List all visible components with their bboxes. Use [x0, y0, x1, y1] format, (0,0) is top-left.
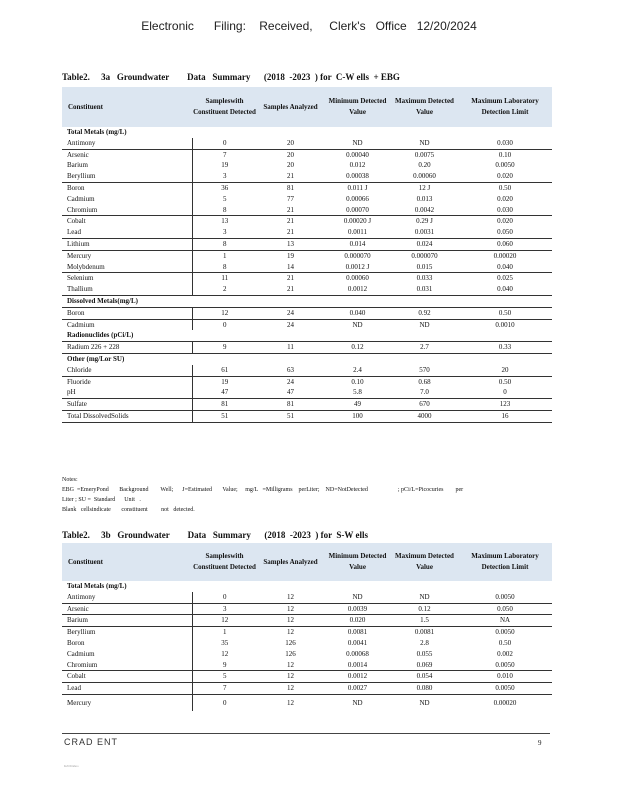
cell-min: 0.040 [324, 307, 391, 319]
cell-detected: 3 [223, 172, 227, 181]
notes-line: Blank cellsindicate constituent not detected. [62, 507, 195, 513]
cell-detected: 5 [192, 671, 257, 683]
cell-min: 5.8 [353, 388, 362, 397]
page-number: 9 [538, 739, 542, 747]
cell-detected: 12 [192, 307, 257, 319]
table-3b-header-row [62, 543, 552, 581]
cell-analyzed: 12 [257, 694, 324, 711]
cell-constituent: Radium 226 + 228 [62, 342, 192, 354]
cell-limit: 0 [503, 388, 507, 397]
cell-min: 0.00070 [346, 205, 369, 214]
cell-min: 0.00068 [346, 649, 369, 658]
cell-constituent: Mercury [62, 250, 192, 261]
cell-min: 49 [324, 399, 391, 411]
cell-analyzed: 12 [257, 615, 324, 627]
cell-min: 0.0027 [324, 683, 391, 695]
group-label: Total Metals (mg/L) [67, 128, 127, 136]
cell-constituent: Mercury [62, 694, 192, 711]
cell-limit: 0.050 [458, 603, 552, 615]
cell-analyzed: 20 [257, 149, 324, 160]
cell-limit: 0.010 [458, 671, 552, 683]
cell-detected: 1 [192, 250, 257, 261]
cell-detected: 5 [223, 194, 227, 203]
cell-min: 0.020 [324, 615, 391, 627]
cell-limit: 0.002 [497, 649, 513, 658]
table-row [62, 149, 552, 160]
cell-max: 0.0075 [391, 149, 458, 160]
cell-limit: 0.0050 [495, 161, 515, 170]
table-row [62, 638, 552, 649]
cell-analyzed: 21 [257, 273, 324, 284]
col-analyzed: Samples Analyzed [257, 543, 324, 581]
table-row [62, 182, 552, 193]
cell-max: 0.033 [391, 273, 458, 284]
cell-analyzed: 19 [257, 250, 324, 261]
cell-analyzed: 126 [285, 638, 296, 647]
cell-limit: 0.0050 [458, 627, 552, 638]
cell-max: 0.0081 [391, 627, 458, 638]
cell-min: 0.00066 [346, 194, 369, 203]
table-row [62, 342, 552, 354]
table-row [62, 216, 552, 227]
cell-limit: 0.0050 [495, 660, 515, 669]
cell-constituent: Chromium [62, 205, 192, 216]
cell-constituent: Lithium [62, 238, 192, 250]
cell-analyzed: 81 [257, 182, 324, 193]
cell-limit: 0.50 [458, 182, 552, 193]
table-row [62, 683, 552, 695]
cell-max: 0.013 [416, 194, 433, 203]
cell-max: ND [419, 138, 430, 147]
cell-analyzed: 24 [257, 376, 324, 387]
cell-analyzed: 21 [287, 285, 294, 294]
table-row [62, 592, 552, 603]
cell-detected: 51 [192, 410, 257, 422]
cell-min: 0.00038 [346, 172, 369, 181]
group-row [62, 127, 552, 138]
cell-analyzed: 14 [287, 262, 294, 271]
cell-min: 0.000070 [324, 250, 391, 261]
cell-analyzed: 12 [257, 627, 324, 638]
table-row [62, 205, 552, 216]
cell-constituent: Barium [62, 615, 192, 627]
col-min: Minimum Detected Value [324, 543, 391, 581]
cell-detected: 7 [192, 149, 257, 160]
cell-min: ND [324, 319, 391, 330]
cell-limit: NA [458, 615, 552, 627]
cell-constituent: Cadmium [62, 194, 192, 205]
cell-constituent: Boron [62, 638, 192, 649]
table-row [62, 284, 552, 295]
cell-max: 2.7 [391, 342, 458, 354]
cell-min: 0.0011 [348, 228, 367, 237]
cell-max: 0.68 [391, 376, 458, 387]
cell-analyzed: 12 [287, 660, 294, 669]
cell-detected: 7 [192, 683, 257, 695]
cell-max: 4000 [391, 410, 458, 422]
cell-max: 0.20 [418, 161, 431, 170]
cell-limit: 0.060 [458, 238, 552, 250]
cell-limit: 0.00020 [458, 250, 552, 261]
cell-detected: 0 [223, 592, 227, 601]
cell-limit: 123 [458, 399, 552, 411]
cell-limit: 0.0010 [458, 319, 552, 330]
cell-detected: 19 [221, 161, 229, 170]
cell-limit: 0.10 [458, 149, 552, 160]
group-label: Radionuclides (pCi/L) [67, 331, 134, 340]
table-row [62, 194, 552, 205]
notes [62, 475, 552, 515]
cell-limit: 0.030 [497, 205, 513, 214]
cell-min: ND [352, 592, 363, 601]
cell-min: 0.0039 [324, 603, 391, 615]
cell-limit: 0.030 [497, 138, 513, 147]
cell-max: 0.015 [416, 262, 433, 271]
cell-limit: 0.020 [458, 216, 552, 227]
cell-constituent: Cobalt [62, 671, 192, 683]
cell-min: 0.0041 [347, 638, 368, 647]
cell-constituent: Chloride [62, 365, 192, 376]
col-constituent: Constituent [62, 87, 192, 127]
cell-limit: 0.0050 [495, 592, 515, 601]
cell-limit: 0.025 [458, 273, 552, 284]
cell-constituent: Total DissolvedSolids [62, 410, 192, 422]
cell-analyzed: 21 [287, 205, 294, 214]
cell-detected: 12 [192, 615, 257, 627]
cell-detected: 3 [192, 603, 257, 615]
cell-detected: 9 [192, 342, 257, 354]
cell-analyzed: 20 [287, 161, 294, 170]
cell-limit: 0.50 [458, 307, 552, 319]
col-analyzed: Samples Analyzed [257, 87, 324, 127]
cell-constituent: Cadmium [62, 319, 192, 330]
cell-limit: 0.00020 [458, 694, 552, 711]
cell-detected: 8 [192, 238, 257, 250]
group-row [62, 330, 552, 341]
col-limit: Maximum Laboratory Detection Limit [458, 87, 552, 127]
col-limit: Maximum Laboratory Detection Limit [458, 543, 552, 581]
notes-line: EBG =EmeryPond Background Well; J=Estimated Value; mg/L =Milligrams perLiter; ND=NotDetected ; pCi/L=Picocuries per [62, 487, 464, 493]
cell-constituent: Boron [62, 182, 192, 193]
cell-min: 0.12 [324, 342, 391, 354]
cell-constituent: Cadmium [62, 649, 192, 660]
cell-min: 0.0012 [324, 671, 391, 683]
group-label: Total Metals (mg/L) [67, 582, 127, 590]
cell-min: 0.0081 [324, 627, 391, 638]
table-row [62, 603, 552, 615]
cell-constituent: Arsenic [62, 149, 192, 160]
cell-analyzed: 12 [257, 683, 324, 695]
cell-analyzed: 51 [257, 410, 324, 422]
cell-detected: 1 [192, 627, 257, 638]
cell-detected: 36 [192, 182, 257, 193]
cell-detected: 0 [192, 319, 257, 330]
cell-max: ND [419, 592, 430, 601]
cell-analyzed: 12 [287, 592, 294, 601]
cell-min: 0.0014 [347, 660, 368, 669]
cell-detected: 61 [221, 365, 229, 374]
cell-detected: 0 [223, 138, 227, 147]
cell-analyzed: 21 [287, 228, 294, 237]
cell-detected: 8 [223, 205, 227, 214]
cell-max: 0.29 J [391, 216, 458, 227]
table-row [62, 171, 552, 182]
fine-print: K2C0ttahoo [64, 764, 79, 768]
cell-min: 0.014 [324, 238, 391, 250]
cell-analyzed: 12 [257, 671, 324, 683]
col-min: Minimum Detected Value [324, 87, 391, 127]
cell-min: 0.0012 J [345, 262, 370, 271]
cell-constituent: Arsenic [62, 603, 192, 615]
cell-constituent: Sulfate [62, 399, 192, 411]
cell-analyzed: 21 [287, 172, 294, 181]
cell-limit: 0.020 [497, 194, 513, 203]
col-detected: Sampleswith Constituent Detected [192, 543, 257, 581]
cell-max: 0.024 [391, 238, 458, 250]
cell-max: 0.0042 [414, 205, 435, 214]
cell-detected: 13 [192, 216, 257, 227]
table-row [62, 694, 552, 711]
cell-max: 0.054 [391, 671, 458, 683]
cell-min: ND [352, 138, 363, 147]
cell-detected: 81 [192, 399, 257, 411]
cell-constituent: Beryllium [62, 171, 192, 182]
cell-constituent: Beryllium [62, 627, 192, 638]
cell-constituent: Molybdenum [62, 262, 192, 273]
table-3a [62, 87, 552, 423]
group-row [62, 295, 552, 307]
cell-detected: 0 [192, 694, 257, 711]
group-label: Dissolved Metals(mg/L) [62, 295, 552, 307]
table-row [62, 307, 552, 319]
cell-analyzed: 24 [257, 307, 324, 319]
cell-max: 570 [419, 365, 430, 374]
cell-constituent: Boron [62, 307, 192, 319]
table-row [62, 376, 552, 387]
cell-analyzed: 81 [257, 399, 324, 411]
cell-analyzed: 13 [257, 238, 324, 250]
table-3a-header-row [62, 87, 552, 127]
cell-max: ND [391, 319, 458, 330]
cell-limit: 0.040 [497, 285, 513, 294]
cell-analyzed: 24 [257, 319, 324, 330]
table-row [62, 671, 552, 683]
table-3a-title: Table2. 3a Groundwater Data Summary (2018 -2023 ) for C-W ells + EBG [62, 72, 400, 82]
cell-detected: 9 [223, 660, 227, 669]
cell-max: 0.0031 [414, 228, 435, 237]
cell-max: 12 J [391, 182, 458, 193]
group-row [62, 581, 552, 592]
cell-detected: 47 [221, 388, 229, 397]
footer-rule [62, 733, 550, 734]
cell-constituent: Thallium [62, 284, 192, 295]
cell-detected: 11 [192, 273, 257, 284]
cell-limit: 0.50 [458, 376, 552, 387]
cell-min: 0.00040 [324, 149, 391, 160]
cell-limit: 0.0050 [458, 683, 552, 695]
cell-limit: 0.50 [498, 638, 512, 647]
notes-line: Liter ; SU = Standard Unit . [62, 497, 141, 503]
cell-min: 0.00060 [324, 273, 391, 284]
cell-max: ND [391, 694, 458, 711]
cell-constituent: Chromium [62, 660, 192, 671]
cell-constituent: pH [62, 387, 192, 398]
cell-analyzed: 63 [287, 365, 294, 374]
cell-limit: 16 [458, 410, 552, 422]
cell-max: 0.00060 [413, 172, 436, 181]
cell-detected: 3 [223, 228, 227, 237]
cell-analyzed: 21 [257, 216, 324, 227]
cell-max: 0.069 [416, 660, 433, 669]
cell-analyzed: 126 [285, 649, 296, 658]
table-row [62, 319, 552, 330]
cell-max: 0.12 [391, 603, 458, 615]
group-label: Other (mg/Lor SU) [62, 353, 552, 364]
cell-limit: 0.040 [497, 262, 513, 271]
col-max: Maximum Detected Value [391, 87, 458, 127]
cell-detected: 19 [192, 376, 257, 387]
cell-analyzed: 77 [287, 194, 294, 203]
col-detected: Sampleswith Constituent Detected [192, 87, 257, 127]
col-max: Maximum Detected Value [391, 543, 458, 581]
cell-max: 0.055 [416, 649, 433, 658]
table-row [62, 238, 552, 250]
cell-min: 2.4 [353, 365, 362, 374]
cell-constituent: Fluoride [62, 376, 192, 387]
notes-heading: Notes: [62, 477, 78, 483]
cell-limit: 0.050 [497, 228, 513, 237]
table-row [62, 273, 552, 284]
cell-analyzed: 12 [257, 603, 324, 615]
col-constituent: Constituent [62, 543, 192, 581]
cell-max: 670 [391, 399, 458, 411]
table-row [62, 262, 552, 273]
cell-min: 0.0012 [347, 285, 368, 294]
cell-analyzed: 20 [287, 138, 294, 147]
table-row [62, 660, 552, 671]
filing-header: Electronic Filing: Received, Clerk's Office 12/20/2024 [141, 19, 477, 33]
cell-constituent: Cobalt [62, 216, 192, 227]
cell-constituent: Lead [62, 683, 192, 695]
table-row [62, 160, 552, 171]
cell-constituent: Lead [62, 227, 192, 238]
cell-analyzed: 11 [257, 342, 324, 354]
group-row [62, 353, 552, 364]
cell-max: 0.031 [416, 285, 433, 294]
table-row [62, 138, 552, 149]
cell-limit: 0.33 [458, 342, 552, 354]
cell-min: 0.00020 J [324, 216, 391, 227]
table-row [62, 227, 552, 238]
cell-limit: 0.020 [497, 172, 513, 181]
table-row [62, 615, 552, 627]
cell-min: 0.10 [324, 376, 391, 387]
cell-constituent: Antimony [62, 138, 192, 149]
cell-constituent: Barium [62, 160, 192, 171]
cell-detected: 2 [223, 285, 227, 294]
cell-constituent: Antimony [62, 592, 192, 603]
cell-max: 1.5 [391, 615, 458, 627]
company-logo: CRAD ENT [64, 737, 119, 747]
cell-max: 0.000070 [391, 250, 458, 261]
cell-min: ND [324, 694, 391, 711]
cell-min: 0.012 [349, 161, 366, 170]
table-3b-title: Table2. 3b Groundwater Data Summary (2018 -2023 ) for S-W ells [62, 530, 369, 540]
cell-detected: 8 [223, 262, 227, 271]
cell-max: 0.080 [391, 683, 458, 695]
cell-max: 7.0 [420, 388, 429, 397]
cell-limit: 20 [501, 365, 509, 374]
table-row [62, 387, 552, 398]
cell-detected: 12 [221, 649, 229, 658]
cell-min: 100 [324, 410, 391, 422]
table-row [62, 410, 552, 422]
cell-analyzed: 47 [287, 388, 294, 397]
cell-constituent: Selenium [62, 273, 192, 284]
cell-max: 2.8 [420, 638, 429, 647]
table-row [62, 649, 552, 660]
cell-detected: 35 [221, 638, 229, 647]
table-3b [62, 543, 552, 711]
table-row [62, 627, 552, 638]
table-row [62, 365, 552, 376]
cell-min: 0.011 J [324, 182, 391, 193]
table-row [62, 399, 552, 411]
table-row [62, 250, 552, 261]
cell-max: 0.92 [391, 307, 458, 319]
